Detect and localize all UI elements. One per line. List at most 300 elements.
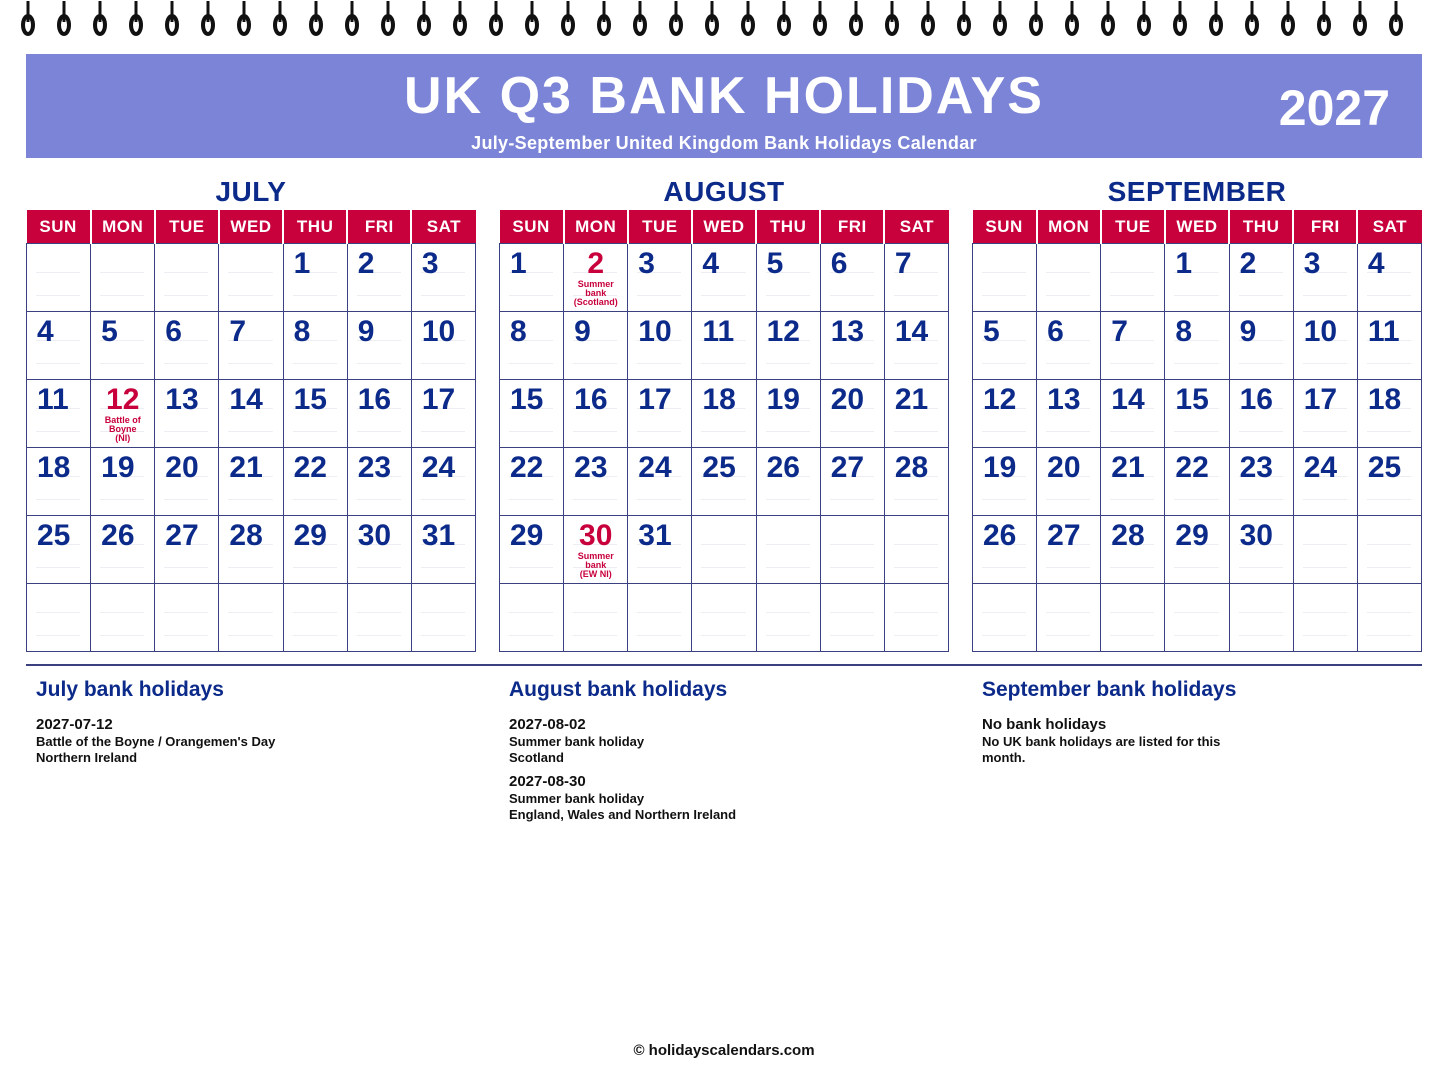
empty-day-cell: [1229, 584, 1293, 652]
empty-day-cell: [411, 584, 475, 652]
day-cell: [1229, 244, 1293, 312]
day-number: 4: [37, 315, 54, 348]
weekday-header: TUE: [155, 210, 219, 244]
day-cell: [1037, 448, 1101, 516]
holiday-list: [982, 678, 1402, 773]
day-number: 22: [293, 451, 327, 484]
day-number: 11: [702, 315, 735, 348]
empty-day-cell: [1357, 516, 1421, 584]
day-number: 3: [421, 247, 439, 280]
holiday-date: 2027-07-12: [36, 716, 113, 733]
day-cell: [756, 244, 820, 312]
day-number: 16: [357, 383, 392, 416]
day-number: 10: [421, 315, 456, 348]
week-row: [500, 380, 949, 448]
day-cell: [283, 448, 347, 516]
holiday-note: Boyne: [108, 424, 137, 434]
day-cell: [500, 448, 564, 516]
day-number: 29: [510, 519, 544, 552]
empty-day-cell: [756, 584, 820, 652]
weekday-header: WED: [219, 210, 283, 244]
day-cell: [628, 380, 692, 448]
week-row: [500, 516, 949, 584]
day-number: 19: [983, 451, 1017, 484]
day-cell: [973, 380, 1037, 448]
day-number: 7: [894, 247, 912, 280]
day-cell: [219, 516, 283, 584]
day-cell: [27, 448, 91, 516]
week-row: [500, 244, 949, 312]
day-cell: [564, 516, 628, 584]
day-cell: [1229, 516, 1293, 584]
empty-day-cell: [1357, 584, 1421, 652]
holiday-list: [509, 678, 929, 830]
day-cell: [1101, 448, 1165, 516]
holiday-date: 2027-08-02: [509, 716, 586, 733]
day-cell: [628, 516, 692, 584]
day-cell: [884, 448, 948, 516]
day-cell: [973, 516, 1037, 584]
day-cell: [411, 244, 475, 312]
day-number: 9: [357, 315, 375, 348]
day-cell: [1037, 380, 1101, 448]
holiday-date: 2027-08-30: [509, 773, 586, 790]
day-number: 17: [421, 383, 456, 416]
weekday-header: SUN: [973, 210, 1037, 244]
empty-day-cell: [820, 584, 884, 652]
week-row: [973, 448, 1422, 516]
weekday-header: MON: [564, 210, 628, 244]
day-number: 28: [894, 451, 929, 484]
day-number: 25: [37, 519, 71, 552]
day-cell: [1229, 312, 1293, 380]
empty-day-cell: [91, 584, 155, 652]
day-number: 30: [357, 519, 392, 552]
copyright-footer: © holidayscalendars.com: [633, 1042, 815, 1059]
day-number: 25: [702, 451, 736, 484]
day-number: 24: [1303, 451, 1338, 484]
day-cell: [756, 312, 820, 380]
day-number: 18: [1367, 383, 1402, 416]
day-number: 23: [357, 451, 392, 484]
day-number: 15: [1175, 383, 1209, 416]
holiday-description: No UK bank holidays are listed for this month.: [982, 734, 1221, 765]
day-number: 20: [1047, 451, 1081, 484]
weekday-header: FRI: [1293, 210, 1357, 244]
day-number: 30: [1239, 519, 1273, 552]
holiday-description: Summer bank holiday: [509, 734, 645, 749]
day-number: 10: [1303, 315, 1338, 348]
day-cell: [1165, 448, 1229, 516]
weekday-header: SAT: [1357, 210, 1421, 244]
empty-day-cell: [1101, 244, 1165, 312]
day-number: 13: [830, 315, 865, 348]
week-row: [973, 380, 1422, 448]
day-number: 4: [1367, 247, 1385, 280]
day-number: 6: [165, 315, 182, 348]
empty-day-cell: [564, 584, 628, 652]
day-number: 8: [1175, 315, 1193, 348]
holiday-description: Northern Ireland: [36, 750, 138, 765]
day-cell: [1101, 312, 1165, 380]
holiday-note: bank: [585, 560, 607, 570]
empty-day-cell: [500, 584, 564, 652]
weekday-header: WED: [692, 210, 756, 244]
day-number: 2: [587, 247, 605, 280]
day-number: 28: [229, 519, 263, 552]
day-cell: [820, 448, 884, 516]
weekday-header: THU: [1229, 210, 1293, 244]
week-row: [973, 516, 1422, 584]
day-number: 1: [1175, 247, 1193, 280]
week-row: [27, 312, 476, 380]
day-cell: [27, 516, 91, 584]
day-cell: [1037, 516, 1101, 584]
day-cell: [820, 312, 884, 380]
day-number: 3: [1303, 247, 1321, 280]
empty-day-cell: [628, 584, 692, 652]
header-banner: [26, 54, 1422, 158]
day-number: 17: [638, 383, 672, 416]
day-number: 23: [1239, 451, 1273, 484]
day-cell: [564, 380, 628, 448]
day-number: 11: [1367, 315, 1400, 348]
day-number: 26: [766, 451, 800, 484]
day-cell: [500, 244, 564, 312]
holiday-description: Summer bank holiday: [509, 791, 645, 806]
day-number: 16: [574, 383, 608, 416]
day-cell: [1165, 244, 1229, 312]
weekday-header: MON: [1037, 210, 1101, 244]
day-cell: [884, 244, 948, 312]
holiday-entry: [509, 773, 929, 823]
weekday-header: FRI: [820, 210, 884, 244]
day-cell: [564, 312, 628, 380]
weekday-header: SUN: [500, 210, 564, 244]
day-cell: [27, 312, 91, 380]
holiday-entry: [36, 716, 456, 766]
empty-day-cell: [27, 584, 91, 652]
day-cell: [884, 380, 948, 448]
binder-rings: [0, 0, 1448, 45]
week-row: [27, 516, 476, 584]
calendar-grid: [26, 210, 476, 652]
day-cell: [1229, 380, 1293, 448]
day-cell: [1293, 448, 1357, 516]
day-number: 8: [510, 315, 527, 348]
calendar-grid: [499, 210, 949, 652]
day-cell: [91, 380, 155, 448]
day-cell: [27, 380, 91, 448]
weekday-header: MON: [91, 210, 155, 244]
day-number: 11: [37, 383, 69, 416]
day-number: 27: [1047, 519, 1081, 552]
day-number: 4: [702, 247, 720, 280]
month-title: AUGUST: [663, 176, 785, 207]
day-cell: [1165, 380, 1229, 448]
day-number: 22: [510, 451, 544, 484]
day-number: 1: [293, 247, 311, 280]
day-number: 6: [830, 247, 848, 280]
day-cell: [155, 312, 219, 380]
month-calendar-august: [499, 174, 949, 652]
section-divider: [26, 664, 1422, 666]
day-number: 21: [229, 451, 263, 484]
holiday-note: Summer: [577, 279, 614, 289]
day-number: 31: [638, 519, 672, 552]
weekday-header: TUE: [628, 210, 692, 244]
day-cell: [756, 448, 820, 516]
holiday-description: England, Wales and Northern Ireland: [509, 807, 737, 822]
day-number: 25: [1367, 451, 1402, 484]
day-cell: [973, 312, 1037, 380]
holiday-note: Summer: [577, 551, 614, 561]
day-cell: [628, 312, 692, 380]
day-number: 21: [894, 383, 929, 416]
day-cell: [91, 448, 155, 516]
week-row: [500, 312, 949, 380]
day-cell: [500, 380, 564, 448]
day-cell: [347, 312, 411, 380]
day-cell: [283, 244, 347, 312]
day-number: 14: [894, 315, 929, 348]
day-cell: [1357, 244, 1421, 312]
empty-day-cell: [756, 516, 820, 584]
day-cell: [155, 380, 219, 448]
day-number: 29: [1175, 519, 1209, 552]
day-cell: [500, 516, 564, 584]
page-subtitle: July-September United Kingdom Bank Holidays Calendar: [471, 133, 977, 153]
day-cell: [692, 380, 756, 448]
day-number: 18: [702, 383, 736, 416]
month-calendar-july: [26, 174, 476, 652]
day-number: 7: [229, 315, 247, 348]
empty-day-cell: [692, 584, 756, 652]
day-number: 3: [638, 247, 655, 280]
day-cell: [1293, 380, 1357, 448]
empty-day-cell: [884, 584, 948, 652]
day-cell: [820, 380, 884, 448]
day-cell: [1357, 380, 1421, 448]
calendar-grid: [972, 210, 1422, 652]
weekday-header: THU: [283, 210, 347, 244]
day-cell: [411, 516, 475, 584]
day-number: 30: [579, 519, 613, 552]
empty-day-cell: [155, 584, 219, 652]
week-row: [500, 448, 949, 516]
weekday-header: SAT: [884, 210, 948, 244]
empty-day-cell: [973, 584, 1037, 652]
week-row: [27, 380, 476, 448]
day-number: 15: [510, 383, 544, 416]
day-number: 2: [357, 247, 375, 280]
day-number: 14: [229, 383, 263, 416]
day-cell: [1293, 244, 1357, 312]
week-row: [973, 244, 1422, 312]
empty-day-cell: [1293, 516, 1357, 584]
day-cell: [155, 448, 219, 516]
holiday-entry: [509, 716, 929, 766]
week-row: [500, 584, 949, 652]
month-calendar-september: [972, 174, 1422, 652]
day-cell: [155, 516, 219, 584]
day-cell: [347, 380, 411, 448]
day-cell: [820, 244, 884, 312]
day-number: 16: [1239, 383, 1273, 416]
day-cell: [884, 312, 948, 380]
day-cell: [756, 380, 820, 448]
empty-day-cell: [692, 516, 756, 584]
day-cell: [411, 312, 475, 380]
day-number: 13: [165, 383, 199, 416]
holiday-list-heading: July bank holidays: [36, 678, 224, 701]
day-cell: [1229, 448, 1293, 516]
day-number: 5: [983, 315, 1000, 348]
day-cell: [347, 448, 411, 516]
week-row: [27, 584, 476, 652]
day-number: 19: [766, 383, 800, 416]
empty-day-cell: [820, 516, 884, 584]
day-number: 5: [766, 247, 784, 280]
month-title: SEPTEMBER: [1107, 176, 1287, 207]
day-cell: [500, 312, 564, 380]
week-row: [27, 244, 476, 312]
empty-day-cell: [1165, 584, 1229, 652]
day-cell: [564, 244, 628, 312]
weekday-header: SUN: [27, 210, 91, 244]
month-title: JULY: [215, 176, 287, 207]
weekday-header: FRI: [347, 210, 411, 244]
weekday-header: SAT: [411, 210, 475, 244]
empty-day-cell: [1037, 584, 1101, 652]
day-number: 12: [106, 383, 140, 416]
day-cell: [283, 516, 347, 584]
week-row: [973, 312, 1422, 380]
day-number: 22: [1175, 451, 1209, 484]
holiday-date: No bank holidays: [982, 716, 1107, 733]
day-cell: [628, 244, 692, 312]
empty-day-cell: [1037, 244, 1101, 312]
empty-day-cell: [27, 244, 91, 312]
holiday-description: Scotland: [509, 750, 564, 765]
day-cell: [692, 448, 756, 516]
holiday-note: (Scotland): [573, 297, 618, 307]
day-cell: [1037, 312, 1101, 380]
day-number: 29: [293, 519, 327, 552]
day-cell: [973, 448, 1037, 516]
holiday-list-heading: September bank holidays: [982, 678, 1237, 701]
empty-day-cell: [91, 244, 155, 312]
day-number: 10: [638, 315, 672, 348]
day-number: 28: [1111, 519, 1145, 552]
year-label: 2027: [1278, 80, 1390, 136]
day-cell: [628, 448, 692, 516]
holiday-list: [36, 678, 456, 773]
page-title: UK Q3 BANK HOLIDAYS: [404, 67, 1044, 125]
day-number: 19: [101, 451, 135, 484]
day-cell: [692, 312, 756, 380]
day-cell: [91, 312, 155, 380]
day-number: 5: [101, 315, 118, 348]
day-number: 26: [983, 519, 1017, 552]
day-cell: [1101, 516, 1165, 584]
day-number: 24: [421, 451, 456, 484]
holiday-note: (NI): [115, 433, 131, 443]
weekday-header: THU: [756, 210, 820, 244]
day-number: 6: [1047, 315, 1064, 348]
day-number: 1: [510, 247, 527, 280]
weekday-header: WED: [1165, 210, 1229, 244]
empty-day-cell: [155, 244, 219, 312]
day-number: 12: [766, 315, 800, 348]
day-cell: [283, 380, 347, 448]
holiday-note: bank: [585, 288, 607, 298]
day-number: 8: [293, 315, 311, 348]
day-cell: [411, 380, 475, 448]
day-number: 2: [1239, 247, 1257, 280]
day-cell: [1165, 312, 1229, 380]
day-cell: [1293, 312, 1357, 380]
week-row: [27, 448, 476, 516]
week-row: [973, 584, 1422, 652]
holiday-note: (EW NI): [579, 569, 612, 579]
day-cell: [219, 312, 283, 380]
day-cell: [1357, 448, 1421, 516]
day-number: 7: [1111, 315, 1128, 348]
day-cell: [219, 448, 283, 516]
day-cell: [347, 516, 411, 584]
empty-day-cell: [283, 584, 347, 652]
day-cell: [411, 448, 475, 516]
day-number: 12: [983, 383, 1017, 416]
day-cell: [564, 448, 628, 516]
day-number: 14: [1111, 383, 1145, 416]
weekday-header: TUE: [1101, 210, 1165, 244]
day-cell: [1165, 516, 1229, 584]
day-cell: [283, 312, 347, 380]
day-number: 23: [574, 451, 608, 484]
day-number: 13: [1047, 383, 1081, 416]
day-number: 21: [1111, 451, 1145, 484]
day-number: 27: [165, 519, 199, 552]
day-cell: [347, 244, 411, 312]
empty-day-cell: [219, 244, 283, 312]
empty-day-cell: [1293, 584, 1357, 652]
holiday-description: Battle of the Boyne / Orangemen's Day: [36, 734, 276, 749]
empty-day-cell: [1101, 584, 1165, 652]
day-cell: [1101, 380, 1165, 448]
holiday-note: Battle of: [104, 415, 141, 425]
day-cell: [692, 244, 756, 312]
day-number: 24: [638, 451, 672, 484]
day-number: 31: [421, 519, 456, 552]
day-number: 20: [830, 383, 865, 416]
day-number: 9: [574, 315, 591, 348]
day-number: 18: [37, 451, 71, 484]
holiday-entry: [982, 716, 1402, 766]
day-number: 17: [1303, 383, 1338, 416]
day-cell: [219, 380, 283, 448]
day-number: 9: [1239, 315, 1257, 348]
empty-day-cell: [884, 516, 948, 584]
day-number: 26: [101, 519, 135, 552]
holiday-list-heading: August bank holidays: [509, 678, 728, 701]
day-number: 15: [293, 383, 327, 416]
empty-day-cell: [973, 244, 1037, 312]
day-number: 27: [830, 451, 865, 484]
empty-day-cell: [347, 584, 411, 652]
day-number: 20: [165, 451, 199, 484]
